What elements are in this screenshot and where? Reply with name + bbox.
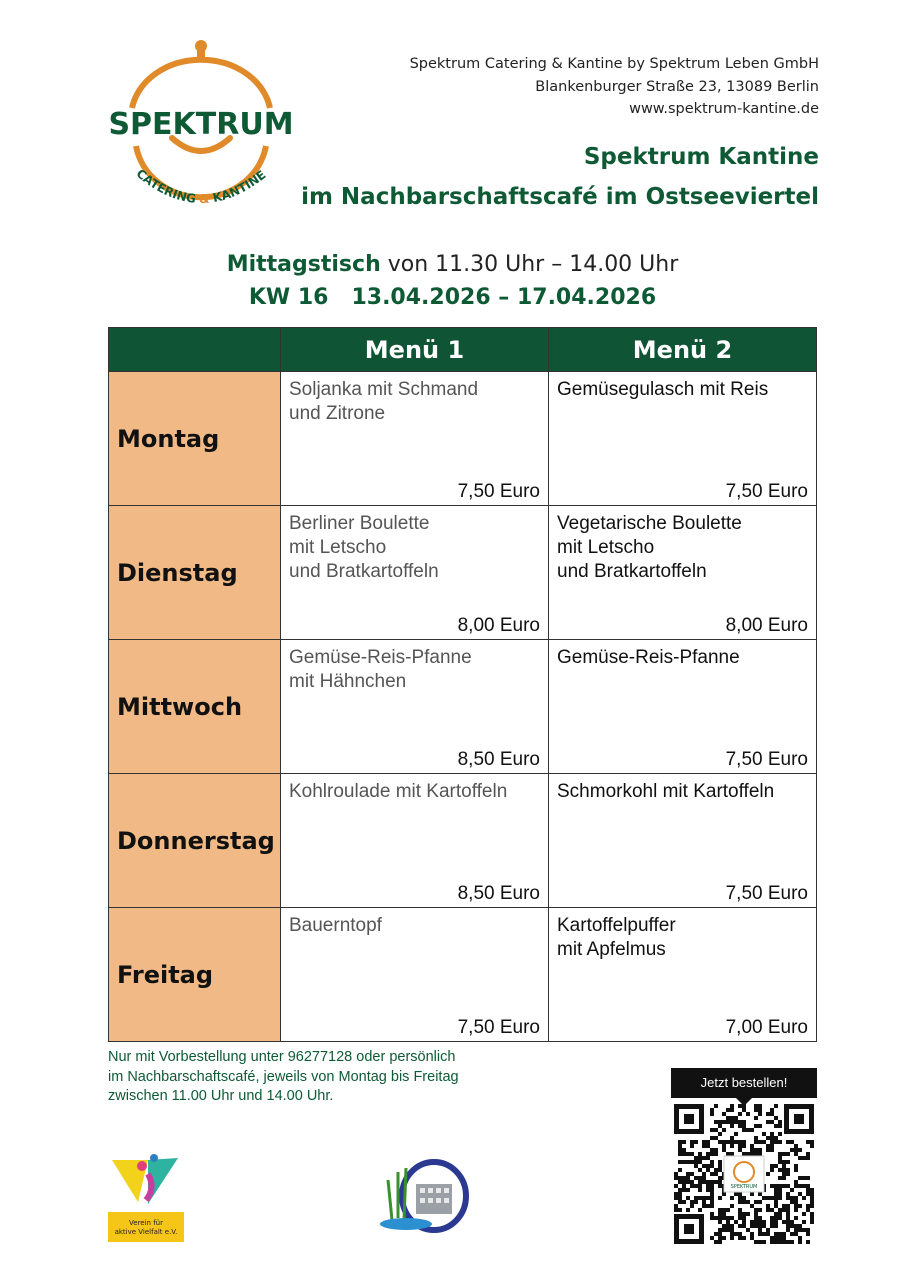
ostseeviertel-logo (378, 1158, 470, 1234)
menu2-cell (549, 506, 817, 640)
dish-price: 8,00 Euro (725, 615, 808, 636)
menu1-cell (281, 908, 549, 1042)
day-cell (109, 640, 281, 774)
menu2-cell (549, 908, 817, 1042)
dish-name: Berliner Boulette mit Letscho und Bratkartoffeln (289, 513, 439, 582)
dish-name: Vegetarische Boulette mit Letscho und Bratkartoffeln (557, 513, 742, 582)
title-line-2: im Nachbarschaftscafé im Ostseeviertel (301, 184, 819, 210)
day-label: Montag (117, 424, 220, 453)
dish-name: Kartoffelpuffer mit Apfelmus (557, 915, 676, 960)
dish-name: Gemüsegulasch mit Reis (557, 379, 769, 400)
preorder-note: Nur mit Vorbestellung unter 96277128 oder persönlich im Nachbarschaftscafé, jeweils von Montag bis Freitag zwischen 11.00 Uhr und 14.00 Uhr. (108, 1049, 459, 1104)
dish-price: 8,50 Euro (457, 749, 540, 770)
hours-time: von 11.30 Uhr – 14.00 Uhr (387, 252, 679, 277)
week-number: KW 16 (248, 285, 329, 310)
table-row (109, 908, 817, 1042)
qr-order-label[interactable]: Jetzt bestellen! (671, 1068, 817, 1098)
hours-line (0, 252, 905, 277)
dish-name: Schmorkohl mit Kartoffeln (557, 781, 775, 802)
header-menu-2: Menü 2 (549, 328, 817, 372)
hours-label: Mittagstisch (226, 252, 381, 277)
dish-price: 7,50 Euro (725, 883, 808, 904)
menu2-cell (549, 774, 817, 908)
day-cell (109, 506, 281, 640)
day-label: Dienstag (117, 558, 238, 587)
dish-name: Gemüse-Reis-Pfanne mit Hähnchen (289, 647, 472, 692)
header-menu-1: Menü 1 (281, 328, 549, 372)
title-line-1: Spektrum Kantine (583, 144, 819, 170)
dish-price: 8,50 Euro (457, 883, 540, 904)
dish-price: 7,50 Euro (457, 1017, 540, 1038)
address-line-1: Spektrum Catering & Kantine by Spektrum Leben GmbH (409, 56, 819, 72)
day-cell (109, 372, 281, 506)
verein-logo (108, 1154, 188, 1244)
dish-price: 7,50 Euro (725, 749, 808, 770)
dish-price: 7,00 Euro (725, 1017, 808, 1038)
menu1-cell (281, 640, 549, 774)
table-header-row (109, 328, 817, 372)
day-cell (109, 908, 281, 1042)
table-row (109, 506, 817, 640)
qr-code[interactable] (674, 1104, 814, 1244)
week-line (0, 285, 905, 310)
menu1-cell (281, 774, 549, 908)
logo-tagline: CATERING & KANTINE (133, 166, 269, 207)
dish-price: 8,00 Euro (457, 615, 540, 636)
menu2-cell (549, 640, 817, 774)
dish-name: Bauerntopf (289, 915, 382, 936)
dish-name: Kohlroulade mit Kartoffeln (289, 781, 508, 802)
dish-name: Soljanka mit Schmand und Zitrone (289, 379, 479, 424)
week-range: 13.04.2026 – 17.04.2026 (351, 285, 657, 310)
dish-price: 7,50 Euro (725, 481, 808, 502)
spektrum-logo (100, 38, 310, 223)
menu2-cell (549, 372, 817, 506)
address-website[interactable]: www.spektrum-kantine.de (629, 101, 819, 117)
day-cell (109, 774, 281, 908)
dish-name: Gemüse-Reis-Pfanne (557, 647, 740, 668)
table-row (109, 640, 817, 774)
logo-wordmark: SPEKTRUM (108, 107, 294, 142)
menu-table (108, 327, 817, 1042)
dish-price: 7,50 Euro (457, 481, 540, 502)
verein-logo-text: Verein für aktive Vielfalt e.V. (114, 1219, 178, 1236)
qr-center-logo: SPEKTRUM (730, 1184, 758, 1190)
day-label: Mittwoch (117, 692, 243, 721)
day-label: Freitag (117, 960, 214, 989)
menu1-cell (281, 372, 549, 506)
table-row (109, 372, 817, 506)
header-day-col (109, 328, 281, 372)
table-row (109, 774, 817, 908)
address-line-2: Blankenburger Straße 23, 13089 Berlin (535, 79, 819, 95)
day-label: Donnerstag (117, 826, 275, 855)
menu1-cell (281, 506, 549, 640)
